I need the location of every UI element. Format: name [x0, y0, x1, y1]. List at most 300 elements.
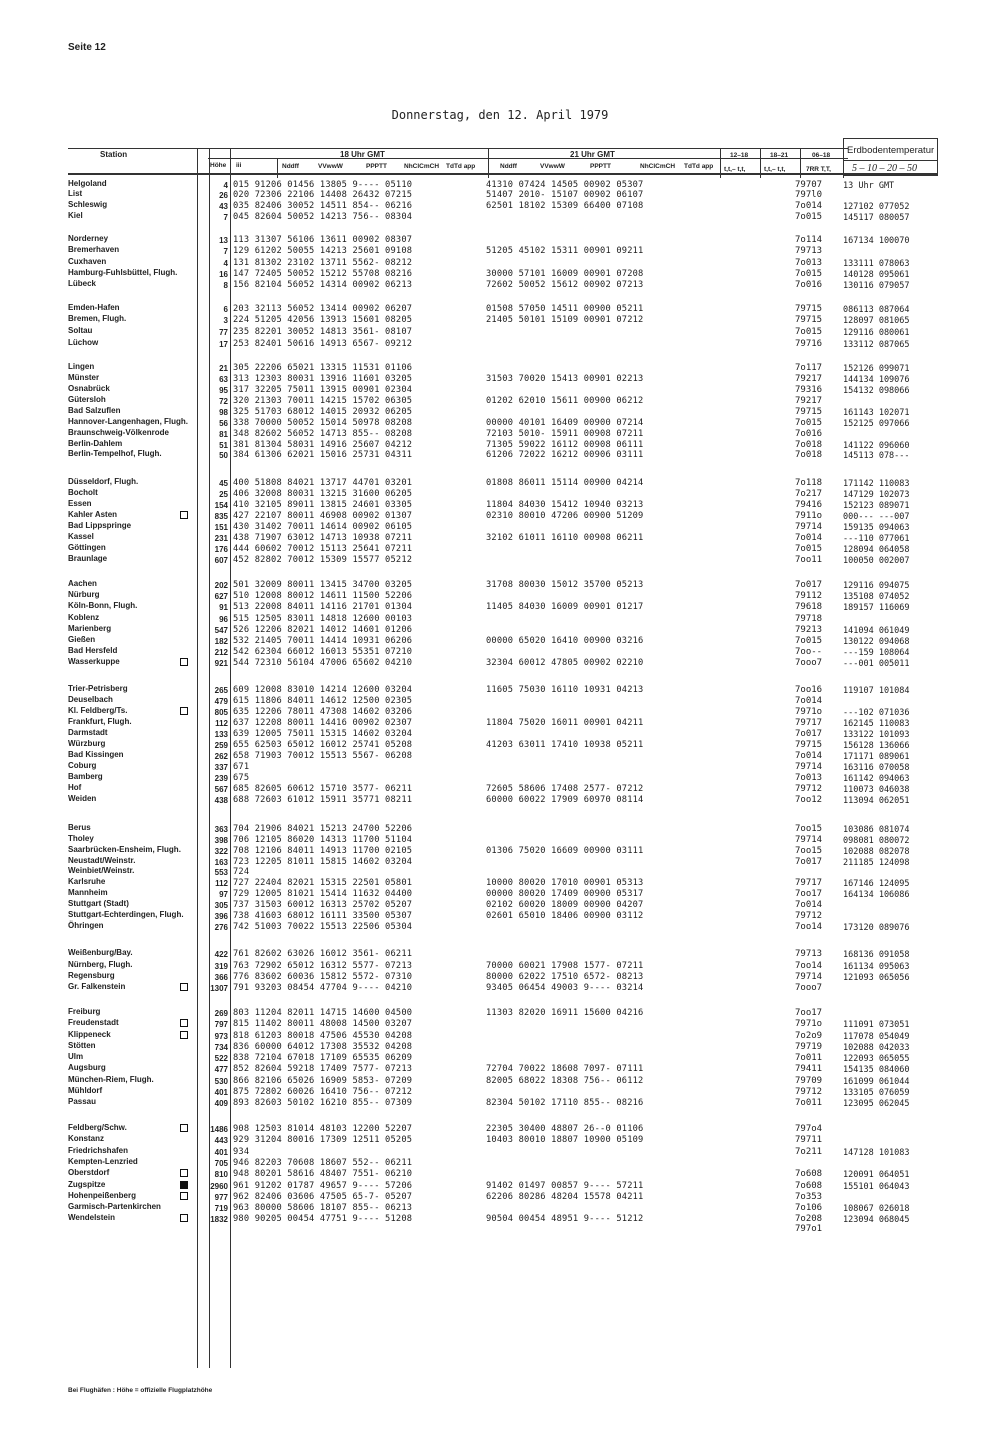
station-name: Osnabrück [68, 384, 110, 393]
station-height: 97 [219, 890, 228, 899]
temp-range-values: 79714 [795, 522, 823, 532]
soil-temperature-values: 102088 042033 [843, 1043, 910, 1053]
temp-range-values: 79712 [795, 784, 823, 794]
station-height: 72 [219, 397, 228, 406]
obs-21-uhr: 70000 60021 17908 1577- 07211 [486, 961, 644, 971]
obs-18-uhr: 384 61306 62021 15016 25731 04311 [233, 450, 413, 460]
station-height: 719 [214, 1204, 228, 1213]
station-height: 17 [219, 340, 228, 349]
obs-18-uhr: 675 [233, 773, 250, 783]
station-name: Braunlage [68, 554, 108, 563]
mountain-station-marker [180, 983, 188, 991]
temp-range-values: 79217 [795, 374, 823, 384]
temp-range-values: 7o106 [795, 1203, 823, 1213]
obs-18-uhr: 742 51003 70022 15513 22506 05304 [233, 922, 413, 932]
station-height: 231 [214, 534, 228, 543]
station-name: Stuttgart (Stadt) [68, 899, 129, 908]
obs-21-uhr: 11804 75020 16011 00901 04211 [486, 718, 644, 728]
station-height: 96 [219, 615, 228, 624]
obs-18-uhr: 738 41603 68012 16111 33500 05307 [233, 911, 413, 921]
mountain-station-marker [180, 1019, 188, 1027]
station-name: Berus [68, 823, 91, 832]
station-height: 112 [215, 719, 228, 728]
obs-18-uhr: 818 61203 80018 47506 45530 04208 [233, 1031, 413, 1041]
station-name: Nürburg [68, 590, 100, 599]
station-name: Gießen [68, 635, 96, 644]
obs-18-uhr: 444 60602 70012 15113 25641 07211 [233, 544, 413, 554]
station-name: Neustadt/Weinstr. [68, 856, 136, 865]
obs-18-uhr: 406 32008 80031 13215 31600 06205 [233, 489, 413, 499]
temp-range-values: 79714 [795, 972, 823, 982]
mountain-station-marker [180, 1214, 188, 1222]
station-height: 262 [214, 752, 228, 761]
station-height: 63 [219, 375, 228, 384]
station-height: 921 [214, 659, 228, 668]
soil-temperature-values: 129116 080061 [843, 328, 910, 338]
soil-temperature-values: 152125 097066 [843, 419, 910, 429]
station-height: 366 [214, 973, 228, 982]
station-height: 95 [219, 386, 228, 395]
temp-range-values: 79717 [795, 878, 823, 888]
station-height: 337 [214, 763, 228, 772]
temp-range-values: 79717 [795, 718, 823, 728]
station-name: Aachen [68, 579, 97, 588]
temp-range-values: 7oo15 [795, 846, 823, 856]
obs-21-uhr: 32102 61011 16110 00908 06211 [486, 533, 644, 543]
soil-temperature-values: 152126 099071 [843, 364, 910, 374]
station-height: 151 [214, 523, 228, 532]
station-name: Lüchow [68, 338, 99, 347]
station-height: 401 [214, 1088, 228, 1097]
station-name: Wasserkuppe [68, 657, 120, 666]
soil-temperature-values: 128097 081065 [843, 316, 910, 326]
temp-range-values: 79711 [795, 1135, 823, 1145]
soil-temperature-values: 168136 091058 [843, 950, 910, 960]
obs-21-uhr: 10403 80010 18807 10900 05109 [486, 1135, 644, 1145]
temp-range-values: 7o015 [795, 327, 823, 337]
station-height: 973 [214, 1032, 228, 1041]
temp-range-values: 7o014 [795, 751, 823, 761]
station-height: 396 [214, 912, 228, 921]
soil-temperature-values: 122093 065055 [843, 1054, 910, 1064]
station-height: 269 [214, 1009, 228, 1018]
station-name: Göttingen [68, 543, 106, 552]
obs-18-uhr: 946 82203 70608 18607 552-- 06211 [233, 1158, 413, 1168]
station-name: Düsseldorf, Flugh. [68, 477, 139, 486]
station-name: Tholey [68, 834, 94, 843]
obs-18-uhr: 658 71903 70012 15513 5567- 06208 [233, 751, 413, 761]
station-height: 239 [214, 774, 228, 783]
obs-18-uhr: 708 12106 84011 14913 11700 02105 [233, 846, 413, 856]
station-name: Freiburg [68, 1007, 101, 1016]
temp-range-values: 7o011 [795, 1053, 823, 1063]
obs-18-uhr: 706 12105 86020 14313 11700 51104 [233, 835, 413, 845]
obs-18-uhr: 156 82104 56052 14314 00902 06213 [233, 280, 413, 290]
temp-range-values: 7971o [795, 707, 823, 717]
header-vvwww-18: VVwwW [318, 163, 343, 170]
obs-18-uhr: 615 11806 84011 14612 12500 02305 [233, 696, 413, 706]
temp-range-values: 7o015 [795, 212, 823, 222]
station-name: Cuxhaven [68, 257, 107, 266]
station-height: 398 [214, 836, 228, 845]
station-name: Mannheim [68, 888, 108, 897]
soil-temperature-values: 130122 094068 [843, 637, 910, 647]
station-name: Soltau [68, 326, 93, 335]
temp-range-values: 7o118 [795, 478, 823, 488]
station-height: 438 [214, 796, 228, 805]
obs-18-uhr: 020 72306 22106 14408 26432 07215 [233, 190, 413, 200]
station-height: 607 [214, 556, 228, 565]
header-erdboden-depths: 5 – 10 – 20 – 50 [852, 163, 917, 174]
obs-18-uhr: 852 82604 59218 17409 7577- 07213 [233, 1064, 413, 1074]
station-name: Regensburg [68, 971, 115, 980]
station-height: 422 [214, 950, 228, 959]
station-height: 176 [214, 545, 228, 554]
temp-range-values: 79713 [795, 949, 823, 959]
station-name: List [68, 189, 83, 198]
soil-temperature-values: 156128 136066 [843, 741, 910, 751]
soil-temperature-values: 189157 116069 [843, 603, 910, 613]
obs-21-uhr: 01508 57050 14511 00900 05211 [486, 304, 644, 314]
soil-temperature-values: 133122 101093 [843, 730, 910, 740]
station-name: Stötten [68, 1041, 96, 1050]
soil-temperature-values: 135108 074052 [843, 592, 910, 602]
obs-21-uhr: 01202 62010 15611 00900 06212 [486, 396, 644, 406]
station-height: 21 [219, 364, 228, 373]
temp-range-values: 79714 [795, 835, 823, 845]
station-name: Konstanz [68, 1134, 104, 1143]
station-name: Weinbiet/Weinstr. [68, 866, 135, 875]
temp-range-values: 79715 [795, 407, 823, 417]
station-height: 7 [223, 247, 228, 256]
header-06-18-sub: 7RR T,T, [806, 166, 831, 173]
obs-18-uhr: 961 91202 01787 49657 9---- 57206 [233, 1181, 413, 1191]
station-name: Klippeneck [68, 1030, 111, 1039]
header-vvwww-21: VVwwW [540, 163, 565, 170]
temp-range-values: 7oo12 [795, 795, 823, 805]
mountain-station-marker [180, 658, 188, 666]
obs-21-uhr: 60000 60022 17909 60970 08114 [486, 795, 644, 805]
station-name: Trier-Petrisberg [68, 684, 128, 693]
station-name: Berlin-Tempelhof, Flugh. [68, 449, 162, 458]
station-name: Deuselbach [68, 695, 113, 704]
temp-range-values: 7oo14 [795, 961, 823, 971]
temp-range-values: 79716 [795, 339, 823, 349]
station-name: Bocholt [68, 488, 98, 497]
obs-21-uhr: 82005 68022 18308 756-- 06112 [486, 1076, 644, 1086]
obs-18-uhr: 908 12503 81014 48103 12200 52207 [233, 1124, 413, 1134]
temp-range-values: 79709 [795, 1076, 823, 1086]
temp-range-values: 79714 [795, 762, 823, 772]
obs-21-uhr: 02601 65010 18406 00900 03112 [486, 911, 644, 921]
station-height: 16 [219, 270, 228, 279]
obs-18-uhr: 410 32105 89011 13815 24601 03305 [233, 500, 413, 510]
station-name: Lingen [68, 362, 95, 371]
soil-temperature-values: 128094 064058 [843, 545, 910, 555]
soil-temperature-values: 161143 102071 [843, 408, 910, 418]
temp-range-values-extra: 797o1 [795, 1224, 823, 1234]
obs-18-uhr: 305 22206 65021 13315 11531 01106 [233, 363, 413, 373]
obs-18-uhr: 803 11204 82011 14715 14600 04500 [233, 1008, 413, 1018]
temp-range-values: 7o014 [795, 900, 823, 910]
station-height: 477 [214, 1065, 228, 1074]
station-name: Bad Hersfeld [68, 646, 118, 655]
obs-21-uhr: 72103 5010- 15911 00908 07211 [486, 429, 644, 439]
obs-21-uhr: 31708 80030 15012 35700 05213 [486, 580, 644, 590]
station-name: Nürnberg, Flugh. [68, 960, 133, 969]
station-height: 530 [214, 1077, 228, 1086]
obs-18-uhr: 637 12208 80011 14416 00902 02307 [233, 718, 413, 728]
header-station: Station [100, 150, 128, 159]
temp-range-values: 79217 [795, 396, 823, 406]
obs-18-uhr: 776 83602 60036 15812 5572- 07310 [233, 972, 413, 982]
station-height: 154 [214, 501, 228, 510]
header-nhcl-21: NhClCmCH [640, 163, 676, 170]
obs-18-uhr: 035 82406 30052 14511 854-- 06216 [233, 201, 413, 211]
obs-18-uhr: 893 82603 50102 16210 855-- 07309 [233, 1098, 413, 1108]
station-name: Hof [68, 783, 82, 792]
obs-18-uhr: 671 [233, 762, 250, 772]
station-name: Bad Salzuflen [68, 406, 121, 415]
station-height: 7 [223, 213, 228, 222]
station-height: 45 [219, 479, 228, 488]
station-height: 567 [214, 785, 228, 794]
station-name: Würzburg [68, 739, 106, 748]
header-tdtd-18: TdTd app [446, 163, 476, 170]
station-height: 627 [214, 592, 228, 601]
temp-range-values: 79719 [795, 1042, 823, 1052]
temp-range-values: 79715 [795, 304, 823, 314]
obs-21-uhr: 72704 70022 18608 7097- 07111 [486, 1064, 644, 1074]
station-name: Berlin-Dahlem [68, 439, 123, 448]
header-hoehe: Höhe [210, 162, 227, 169]
station-height: 212 [214, 648, 228, 657]
station-name: Bamberg [68, 772, 103, 781]
station-name: Schleswig [68, 200, 108, 209]
temp-range-values: 7oo16 [795, 685, 823, 695]
station-height: 401 [214, 1148, 228, 1157]
station-name: Kassel [68, 532, 94, 541]
station-height: 8 [223, 281, 228, 290]
temp-range-values: 7o018 [795, 450, 823, 460]
station-height: 259 [214, 741, 228, 750]
soil-temperature-values: 121093 065056 [843, 973, 910, 983]
station-name: Essen [68, 499, 92, 508]
obs-21-uhr: 72602 50052 15612 00902 07213 [486, 280, 644, 290]
soil-temperature-values: 145117 080057 [843, 213, 910, 223]
soil-temperature-values: 141122 096060 [843, 441, 910, 451]
obs-18-uhr: 948 80201 58616 48407 7551- 06210 [233, 1169, 413, 1179]
soil-temperature-values: 140128 095061 [843, 270, 910, 280]
page-number: Seite 12 [68, 42, 106, 53]
obs-21-uhr: 62206 80286 48204 15578 04211 [486, 1192, 644, 1202]
station-name: Emden-Hafen [68, 303, 120, 312]
station-height: 547 [214, 626, 228, 635]
obs-21-uhr: 01808 86011 15114 00900 04214 [486, 478, 644, 488]
station-name: Mühldorf [68, 1086, 103, 1095]
soil-temperature-values: 110073 046038 [843, 785, 910, 795]
header-12-18-sub: t,t,– t,t, [724, 166, 746, 173]
station-name: Helgoland [68, 179, 107, 188]
header-18-21: 18–21 [770, 152, 789, 159]
obs-21-uhr: 82304 50102 17110 855-- 08216 [486, 1098, 644, 1108]
temp-range-values: 7o014 [795, 533, 823, 543]
mountain-station-marker [180, 511, 188, 519]
soil-temperature-values: 159135 094063 [843, 523, 910, 533]
station-height: 202 [214, 581, 228, 590]
obs-21-uhr: 62501 18102 15309 66400 07108 [486, 201, 644, 211]
soil-temperature-values: 171142 110083 [843, 479, 910, 489]
obs-18-uhr: 438 71907 63012 14713 10938 07211 [233, 533, 413, 543]
obs-18-uhr: 639 12005 75011 15315 14602 03204 [233, 729, 413, 739]
soil-temperature-values: 164134 106086 [843, 890, 910, 900]
obs-21-uhr: 71305 59022 16112 00908 06111 [486, 440, 644, 450]
soil-temperature-values: 162145 110083 [843, 719, 910, 729]
station-name: München-Riem, Flugh. [68, 1075, 154, 1084]
obs-18-uhr: 737 31503 60012 16313 25702 05207 [233, 900, 413, 910]
temp-range-values: 7oo17 [795, 889, 823, 899]
temp-range-values: 7ooo7 [795, 983, 823, 993]
soil-temperature-values: 123095 062045 [843, 1099, 910, 1109]
soil-temperature-values: 111091 073051 [843, 1020, 910, 1030]
soil-temperature-values: 133111 078063 [843, 259, 910, 269]
soil-temperature-values: 144134 109076 [843, 375, 910, 385]
obs-18-uhr: 427 22107 80011 46908 00902 01307 [233, 511, 413, 521]
obs-21-uhr: 41203 63011 17410 10938 05211 [486, 740, 644, 750]
obs-18-uhr: 704 21906 84021 15213 24700 52206 [233, 824, 413, 834]
temp-range-values: 7o017 [795, 857, 823, 867]
station-name: Gr. Falkenstein [68, 982, 126, 991]
obs-18-uhr: 313 12303 80031 13916 11601 03205 [233, 374, 413, 384]
header-nhcl-18: NhClCmCH [404, 163, 440, 170]
obs-18-uhr: 544 72310 56104 47006 65602 04210 [233, 658, 413, 668]
temp-range-values: 7o608 [795, 1169, 823, 1179]
station-name: Friedrichshafen [68, 1146, 129, 1155]
header-18-uhr: 18 Uhr GMT [340, 150, 385, 159]
soil-temperature-values: 000--- ---007 [843, 512, 910, 522]
obs-21-uhr: 90504 00454 48951 9---- 51212 [486, 1214, 644, 1224]
station-height: 265 [214, 686, 228, 695]
obs-18-uhr: 015 91206 01456 13805 9---- 05110 [233, 180, 413, 190]
temp-range-values: 7o608 [795, 1181, 823, 1191]
station-height: 133 [214, 730, 228, 739]
obs-18-uhr: 381 81304 58031 14916 25607 04212 [233, 440, 413, 450]
temp-range-values: 7o013 [795, 258, 823, 268]
obs-18-uhr: 400 51808 84021 13717 44701 03201 [233, 478, 413, 488]
temp-range-values: 7oo-- [795, 647, 823, 657]
station-height: 6 [223, 305, 228, 314]
soil-temperature-values: 173120 089076 [843, 923, 910, 933]
station-name: Bad Lippspringe [68, 521, 132, 530]
station-height: 443 [214, 1136, 228, 1145]
obs-21-uhr: 93405 06454 49003 9---- 03214 [486, 983, 644, 993]
station-height: 276 [214, 923, 228, 932]
station-name: Weißenburg/Bay. [68, 948, 133, 957]
temp-range-values: 79715 [795, 740, 823, 750]
obs-21-uhr: 80000 62022 17510 6572- 08213 [486, 972, 644, 982]
header-ppptt-21: PPPTT [590, 163, 611, 170]
temp-range-values: 797l0 [795, 190, 823, 200]
temp-range-values: 797o4 [795, 1124, 823, 1134]
temp-range-values: 79715 [795, 315, 823, 325]
soil-temperature-values: 130116 079057 [843, 281, 910, 291]
temp-range-values: 7o114 [795, 235, 823, 245]
header-erdbodentemperatur: Erdbodentemperatur [847, 145, 935, 156]
soil-temperature-values: 100050 002007 [843, 556, 910, 566]
station-name: Lübeck [68, 279, 97, 288]
temp-range-values: 7o018 [795, 440, 823, 450]
temp-range-values: 7o211 [795, 1147, 823, 1157]
obs-21-uhr: 11303 82020 16911 15600 04216 [486, 1008, 644, 1018]
obs-18-uhr: 815 11402 80011 48008 14500 03207 [233, 1019, 413, 1029]
temp-range-values: 79112 [795, 591, 823, 601]
station-name: Kahler Asten [68, 510, 118, 519]
station-height: 25 [219, 490, 228, 499]
temp-range-values: 7o015 [795, 418, 823, 428]
station-name: Bremen, Flugh. [68, 314, 127, 323]
temp-range-values: 7o015 [795, 636, 823, 646]
station-height: 50 [219, 451, 228, 460]
obs-18-uhr: 934 [233, 1147, 250, 1157]
obs-18-uhr: 688 72603 61012 15911 35771 08211 [233, 795, 413, 805]
soil-temperature-values: 154135 084060 [843, 1065, 910, 1075]
station-name: Darmstadt [68, 728, 108, 737]
temp-range-values: 7o015 [795, 269, 823, 279]
soil-temperature-values: 141094 061049 [843, 626, 910, 636]
obs-21-uhr: 51407 2010- 15107 00902 06107 [486, 190, 644, 200]
header-ppptt-18: PPPTT [366, 163, 387, 170]
station-height: 163 [214, 858, 228, 867]
station-name: Ulm [68, 1052, 84, 1061]
station-name: Münster [68, 373, 100, 382]
station-height: 322 [214, 847, 228, 856]
station-name: Kl. Feldberg/Ts. [68, 706, 128, 715]
obs-18-uhr: 836 60000 64012 17308 35532 04208 [233, 1042, 413, 1052]
station-name: Bremerhaven [68, 245, 120, 254]
temp-range-values: 7o217 [795, 489, 823, 499]
obs-18-uhr: 791 93203 08454 47704 9---- 04210 [233, 983, 413, 993]
header-nddff-18: Nddff [282, 163, 299, 170]
station-height: 1832 [210, 1215, 228, 1224]
temp-range-values: 79718 [795, 614, 823, 624]
obs-18-uhr: 510 12008 80012 14611 11500 52206 [233, 591, 413, 601]
soil-temperature-values: 161134 095063 [843, 962, 910, 972]
obs-18-uhr: 685 82605 60612 15710 3577- 06211 [233, 784, 413, 794]
soil-temperature-values: 155101 064043 [843, 1182, 910, 1192]
station-name: Feldberg/Schw. [68, 1123, 127, 1132]
mountain-station-marker [180, 1124, 188, 1132]
obs-18-uhr: 515 12505 83011 14818 12600 00103 [233, 614, 413, 624]
temp-range-values: 7o013 [795, 773, 823, 783]
soil-temperature-values: 161099 061044 [843, 1077, 910, 1087]
station-name: Saarbrücken-Ensheim, Flugh. [68, 845, 181, 854]
obs-21-uhr: 51205 45102 15311 00901 09211 [486, 246, 644, 256]
station-name: Braunschweig-Völkenrode [68, 428, 169, 437]
station-name: Kempten-Lenzried [68, 1157, 138, 1166]
station-name: Frankfurt, Flugh. [68, 717, 132, 726]
station-height: 77 [219, 328, 228, 337]
obs-18-uhr: 929 31204 80016 17309 12511 05205 [233, 1135, 413, 1145]
soil-temperature-values: ---001 005011 [843, 659, 910, 669]
station-height: 13 [219, 236, 228, 245]
temp-range-values: 7o014 [795, 201, 823, 211]
station-name: Augsburg [68, 1063, 106, 1072]
obs-21-uhr: 11405 84030 16009 00901 01217 [486, 602, 644, 612]
station-height: 977 [214, 1193, 228, 1202]
station-height: 56 [219, 419, 228, 428]
obs-18-uhr: 962 82406 03606 47505 65-7- 05207 [233, 1192, 413, 1202]
soil-temperature-values: 145113 078--- [843, 451, 910, 461]
